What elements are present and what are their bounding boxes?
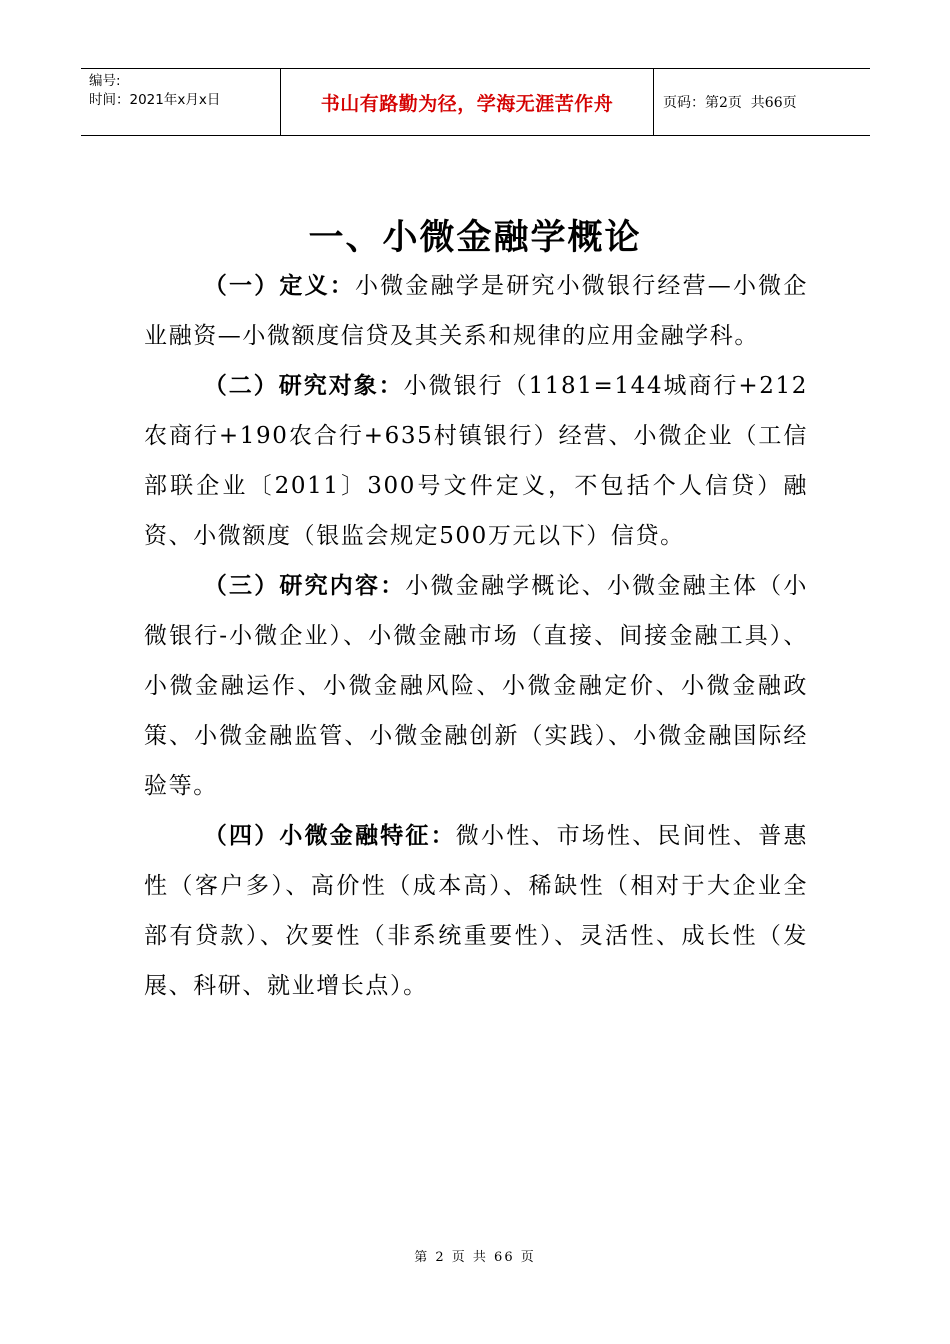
paragraph-definition: [144, 261, 808, 361]
paragraph-label: （二）研究对象：: [203, 373, 404, 399]
time-label: 时间：2021年x月x日: [89, 92, 221, 108]
header-motto-cell: [281, 69, 654, 135]
page-title: 一、小微金融学概论: [308, 218, 642, 258]
paragraph-label: （四）小微金融特征：: [203, 823, 456, 849]
paragraph-features: [144, 811, 808, 1011]
header-page-cell: [654, 69, 870, 135]
header-table: [81, 68, 870, 136]
motto-text: 书山有路勤为径，学海无涯苦作舟: [320, 92, 614, 115]
header-meta-cell: [81, 69, 281, 135]
paragraph-research-object: [144, 361, 808, 561]
paragraph-text: 小微金融学是研究小微银行经营—小微企业融资—小微额度信贷及其关系和规律的应用金融学科。: [144, 273, 808, 349]
paragraph-text: 微小性、市场性、民间性、普惠性（客户多）、高价性（成本高）、稀缺性（相对于大企业全部有贷款）、次要性（非系统重要性）、灵活性、成长性（发展、科研、就业增长点）。: [144, 823, 808, 999]
paragraph-label: （一）定义：: [203, 273, 355, 299]
paragraph-text: 小微金融学概论、小微金融主体（小微银行-小微企业）、小微金融市场（直接、间接金融工具）、小微金融运作、小微金融风险、小微金融定价、小微金融政策、小微金融监管、小微金融创新（实践）、小微金融国际经验等。: [144, 573, 808, 799]
header-page-info: 页码：第2页 共66页: [663, 95, 797, 111]
serial-label: 编号:: [89, 73, 121, 89]
paragraph-label: （三）研究内容：: [203, 573, 406, 599]
page-footer: 第 2 页 共 66 页: [414, 1250, 536, 1265]
paragraph-text: 小微银行（1181=144城商行+212农商行+190农合行+635村镇银行）经营、小微企业（工信部联企业〔2011〕300号文件定义，不包括个人信贷）融资、小微额度（银监会规定500万元以下）信贷。: [144, 373, 808, 549]
paragraph-research-content: [144, 561, 808, 811]
document-body: [144, 261, 808, 1011]
